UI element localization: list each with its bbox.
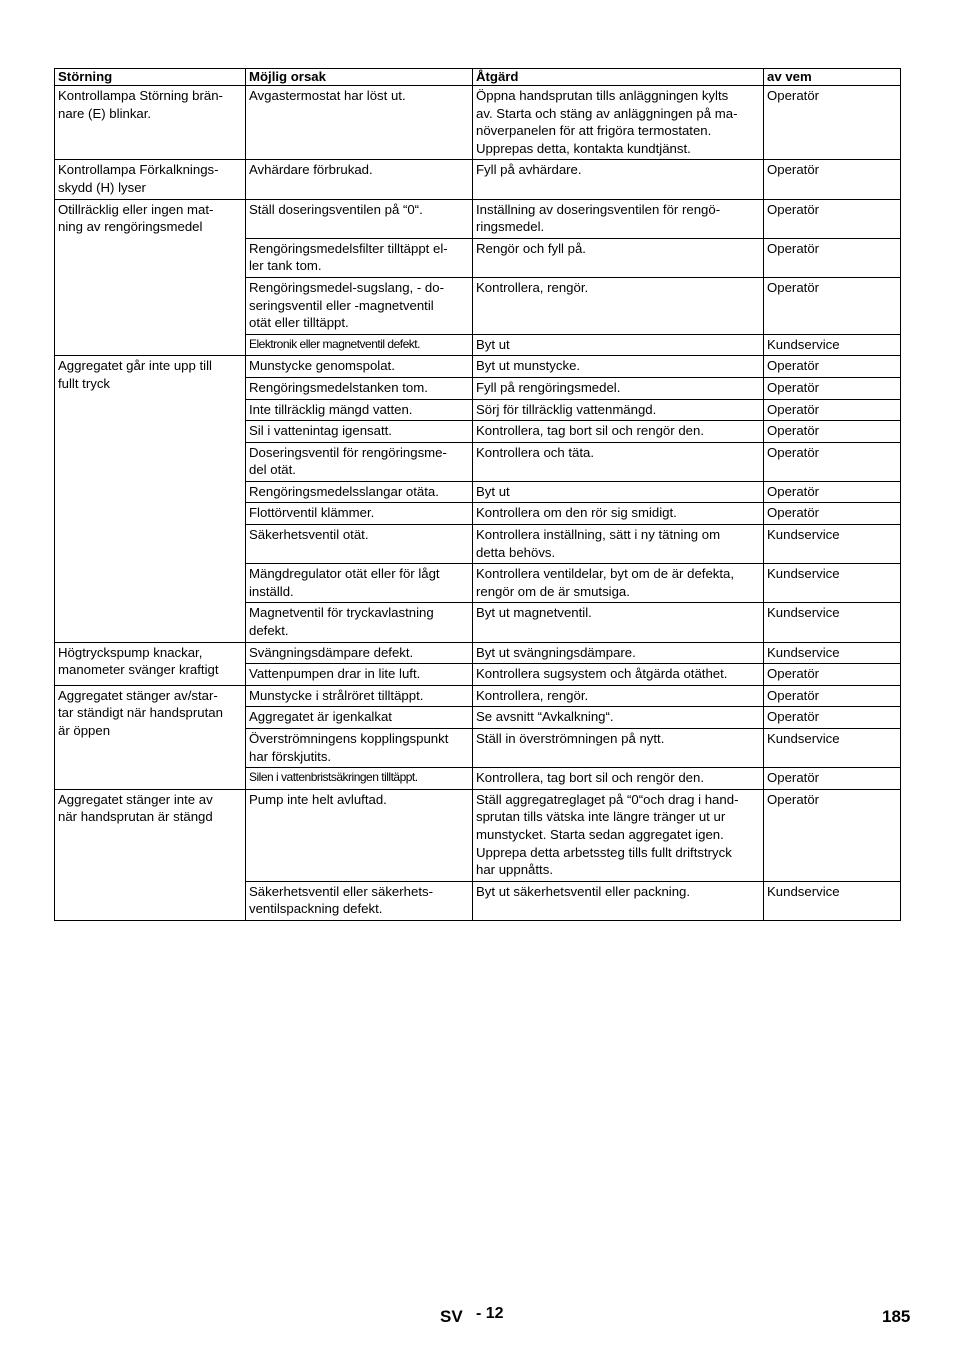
- cause-cell: Svängningsdämpare defekt.: [246, 642, 473, 664]
- responsible-cell: Kundservice: [764, 334, 901, 356]
- action-cell: Se avsnitt “Avkalkning“.: [473, 707, 764, 729]
- action-cell: Fyll på avhärdare.: [473, 160, 764, 199]
- column-header-fault: Störning: [55, 69, 246, 86]
- responsible-cell: Operatör: [764, 160, 901, 199]
- responsible-cell: Operatör: [764, 377, 901, 399]
- cause-cell: Rengöringsmedel-sugslang, - do- seringsventil eller -magnetventil otät eller tilltäppt.: [246, 277, 473, 334]
- cause-cell: Pump inte helt avluftad.: [246, 789, 473, 881]
- responsible-cell: Kundservice: [764, 642, 901, 664]
- action-cell: Kontrollera, rengör.: [473, 685, 764, 707]
- action-cell: Byt ut magnetventil.: [473, 603, 764, 642]
- action-cell: Kontrollera, tag bort sil och rengör den.: [473, 768, 764, 790]
- responsible-cell: Operatör: [764, 238, 901, 277]
- cause-cell: Ställ doseringsventilen på “0“.: [246, 199, 473, 238]
- cause-cell: Rengöringsmedelsfilter tilltäppt el- ler tank tom.: [246, 238, 473, 277]
- column-header-cause: Möjlig orsak: [246, 69, 473, 86]
- cause-cell: Sil i vattenintag igensatt.: [246, 421, 473, 443]
- action-cell: Fyll på rengöringsmedel.: [473, 377, 764, 399]
- cause-cell: Munstycke genomspolat.: [246, 356, 473, 378]
- action-cell: Ställ in överströmningen på nytt.: [473, 729, 764, 768]
- cause-cell: Munstycke i strålröret tilltäppt.: [246, 685, 473, 707]
- footer-language: SV: [440, 1307, 463, 1326]
- action-cell: Öppna handsprutan tills anläggningen kylts av. Starta och stäng av anläggningen på ma- növerpanelen för att frigöra termostaten. Upprepas detta, kontakta kundtjänst.: [473, 86, 764, 160]
- table-row: [55, 642, 901, 664]
- cause-cell: Avhärdare förbrukad.: [246, 160, 473, 199]
- cause-cell: Rengöringsmedelstanken tom.: [246, 377, 473, 399]
- responsible-cell: Operatör: [764, 685, 901, 707]
- cause-cell: Mängdregulator otät eller för lågt inställd.: [246, 564, 473, 603]
- table-row: [55, 199, 901, 238]
- responsible-cell: Operatör: [764, 664, 901, 686]
- table-row: [55, 86, 901, 160]
- table-row: [55, 160, 901, 199]
- responsible-cell: Kundservice: [764, 603, 901, 642]
- column-header-responsible: av vem: [764, 69, 901, 86]
- responsible-cell: Kundservice: [764, 564, 901, 603]
- action-cell: Byt ut säkerhetsventil eller packning.: [473, 881, 764, 920]
- cause-cell: Vattenpumpen drar in lite luft.: [246, 664, 473, 686]
- cause-cell: Rengöringsmedelsslangar otäta.: [246, 481, 473, 503]
- fault-cell: Kontrollampa Förkalknings- skydd (H) lyser: [55, 160, 246, 199]
- responsible-cell: Operatör: [764, 481, 901, 503]
- action-cell: Ställ aggregatreglaget på “0“och drag i hand- sprutan tills vätska inte längre tränger ut ur munstycket. Starta sedan aggregatet igen. Upprepa detta arbetssteg tills fullt driftstryck har uppnåtts.: [473, 789, 764, 881]
- responsible-cell: Kundservice: [764, 881, 901, 920]
- responsible-cell: Kundservice: [764, 525, 901, 564]
- responsible-cell: Operatör: [764, 86, 901, 160]
- fault-cell: Aggregatet stänger inte av när handsprutan är stängd: [55, 789, 246, 920]
- action-cell: Byt ut svängningsdämpare.: [473, 642, 764, 664]
- footer-page-number: 185: [882, 1307, 911, 1326]
- action-cell: Kontrollera om den rör sig smidigt.: [473, 503, 764, 525]
- cause-cell: Avgastermostat har löst ut.: [246, 86, 473, 160]
- responsible-cell: Kundservice: [764, 729, 901, 768]
- fault-cell: Otillräcklig eller ingen mat- ning av rengöringsmedel: [55, 199, 246, 356]
- action-cell: Byt ut munstycke.: [473, 356, 764, 378]
- cause-cell: Överströmningens kopplingspunkt har förskjutits.: [246, 729, 473, 768]
- table-row: [55, 789, 901, 881]
- cause-cell: Flottörventil klämmer.: [246, 503, 473, 525]
- cause-cell: Säkerhetsventil eller säkerhets- ventilspackning defekt.: [246, 881, 473, 920]
- responsible-cell: Operatör: [764, 789, 901, 881]
- fault-cell: Aggregatet går inte upp till fullt tryck: [55, 356, 246, 642]
- footer-section-page: - 12: [476, 1305, 504, 1322]
- responsible-cell: Operatör: [764, 199, 901, 238]
- fault-cell: Aggregatet stänger av/star- tar ständigt när handsprutan är öppen: [55, 685, 246, 789]
- responsible-cell: Operatör: [764, 421, 901, 443]
- cause-cell: Inte tillräcklig mängd vatten.: [246, 399, 473, 421]
- action-cell: Rengör och fyll på.: [473, 238, 764, 277]
- table-body: [55, 86, 901, 921]
- fault-cell: Kontrollampa Störning brän- nare (E) blinkar.: [55, 86, 246, 160]
- cause-cell: Magnetventil för tryckavlastning defekt.: [246, 603, 473, 642]
- cause-cell: Aggregatet är igenkalkat: [246, 707, 473, 729]
- cause-cell: Doseringsventil för rengöringsme- del otät.: [246, 442, 473, 481]
- column-header-action: Åtgärd: [473, 69, 764, 86]
- cause-cell: Säkerhetsventil otät.: [246, 525, 473, 564]
- responsible-cell: Operatör: [764, 768, 901, 790]
- responsible-cell: Operatör: [764, 399, 901, 421]
- cause-cell: Silen i vattenbristsäkringen tilltäppt.: [246, 768, 473, 790]
- action-cell: Kontrollera ventildelar, byt om de är defekta, rengör om de är smutsiga.: [473, 564, 764, 603]
- responsible-cell: Operatör: [764, 503, 901, 525]
- cause-cell: Elektronik eller magnetventil defekt.: [246, 334, 473, 356]
- action-cell: Byt ut: [473, 481, 764, 503]
- action-cell: Kontrollera inställning, sätt i ny tätning om detta behövs.: [473, 525, 764, 564]
- responsible-cell: Operatör: [764, 277, 901, 334]
- action-cell: Byt ut: [473, 334, 764, 356]
- responsible-cell: Operatör: [764, 356, 901, 378]
- table-header-row: [55, 69, 901, 86]
- table-row: [55, 685, 901, 707]
- responsible-cell: Operatör: [764, 442, 901, 481]
- action-cell: Sörj för tillräcklig vattenmängd.: [473, 399, 764, 421]
- action-cell: Kontrollera, rengör.: [473, 277, 764, 334]
- responsible-cell: Operatör: [764, 707, 901, 729]
- action-cell: Kontrollera och täta.: [473, 442, 764, 481]
- fault-cell: Högtryckspump knackar, manometer svänger kraftigt: [55, 642, 246, 685]
- action-cell: Inställning av doseringsventilen för rengö- ringsmedel.: [473, 199, 764, 238]
- table-row: [55, 356, 901, 378]
- action-cell: Kontrollera sugsystem och åtgärda otäthet.: [473, 664, 764, 686]
- troubleshooting-table: [54, 68, 901, 921]
- action-cell: Kontrollera, tag bort sil och rengör den.: [473, 421, 764, 443]
